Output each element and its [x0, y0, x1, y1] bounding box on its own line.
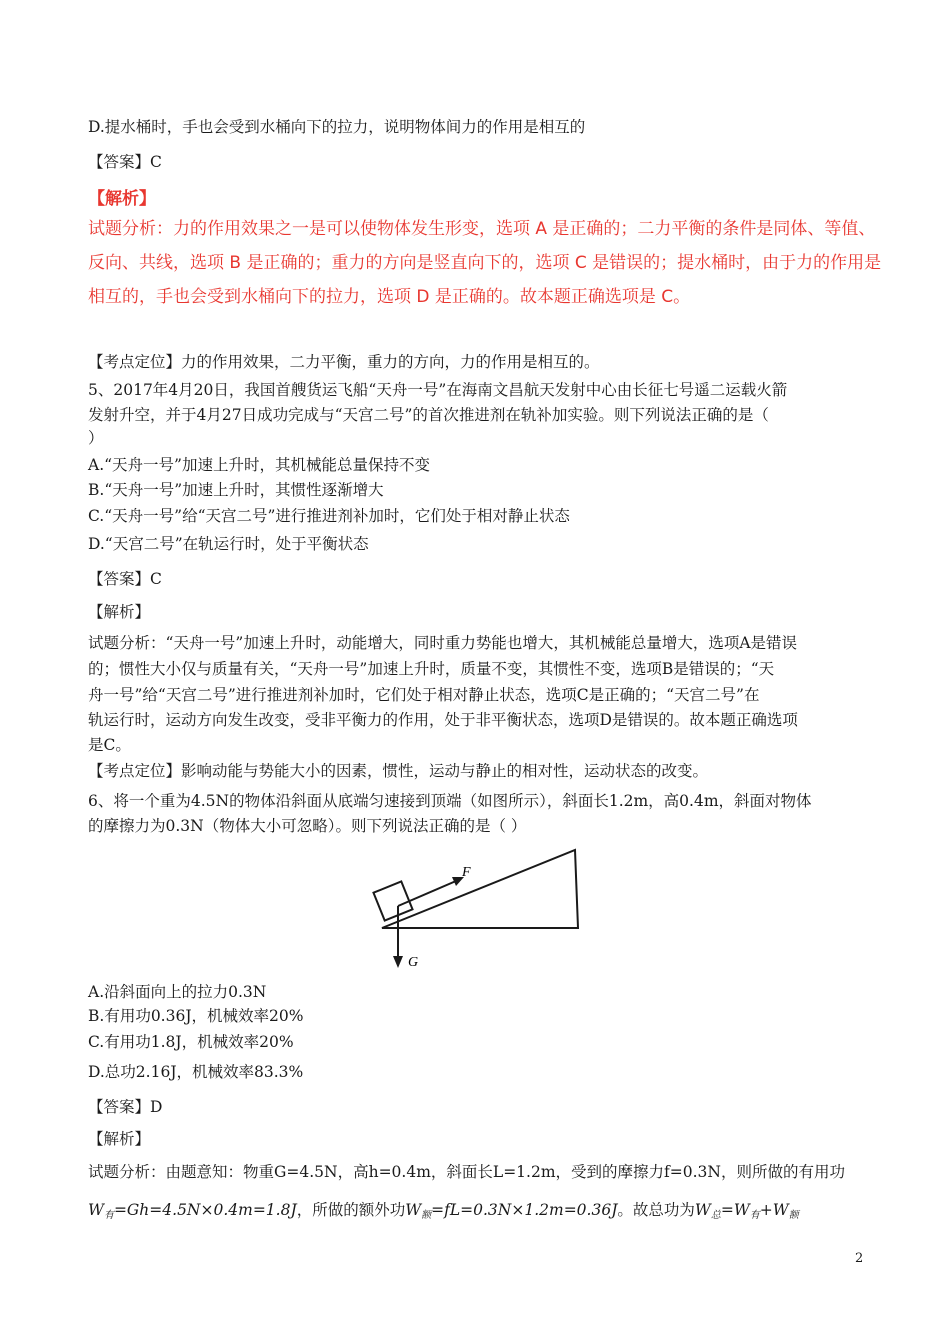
formula-line: $W_有=Gh=4.5N\times 0.4m=1.8J$，所做的额外功$W_额=fL=0.3N\times 1.2m=0.36J$。故总功为$W_总=W_有+W_额$ [88, 1201, 799, 1221]
gravity-label: G [408, 955, 419, 970]
analysis-line: 试题分析：由题意知：物重G=4.5N，高h=0.4m，斜面长L=1.2m，受到的摩擦力f=0.3N，则所做的有用功 [88, 1163, 845, 1181]
incline-plane [382, 850, 578, 928]
option-d: D.“天宫二号”在轨运行时，处于平衡状态 [88, 535, 369, 553]
question-stem: ） [88, 429, 104, 447]
answer: 【答案】C [88, 570, 162, 588]
analysis-line: 是C。 [88, 736, 131, 754]
option-d: D.总功2.16J，机械效率83.3% [88, 1063, 304, 1081]
analysis-title: 【解析】 [88, 1130, 151, 1148]
gravity-arrowhead [393, 956, 403, 968]
incline-figure [368, 846, 588, 978]
analysis-line: 舟一号”给“天宫二号”进行推进剂补加时，它们处于相对静止状态，选项C是正确的；“天宫二号”在 [88, 686, 760, 704]
analysis-line: 相互的，手也会受到水桶向下的拉力，选项 D 是正确的。故本题正确选项是 C。 [88, 287, 691, 307]
question-stem: 5、2017年4月20日，我国首艘货运飞船“天舟一号”在海南文昌航天发射中心由长征七号遥二运载火箭 [88, 381, 788, 399]
option-a: A.“天舟一号”加速上升时，其机械能总量保持不变 [88, 456, 430, 474]
question-stem: 6、将一个重为4.5N的物体沿斜面从底端匀速接到顶端（如图所示），斜面长1.2m，高0.4m，斜面对物体 [88, 792, 812, 810]
block [373, 881, 412, 920]
key-point: 【考点定位】影响动能与势能大小的因素，惯性，运动与静止的相对性，运动状态的改变。 [88, 762, 709, 780]
option-b: B.有用功0.36J，机械效率20% [88, 1007, 304, 1025]
analysis-title: 【解析】 [88, 603, 151, 621]
analysis-line: 试题分析：力的作用效果之一是可以使物体发生形变，选项 A 是正确的；二力平衡的条件是同体、等值、 [88, 219, 876, 239]
analysis-title: 【解析】 [88, 189, 156, 209]
option-b: B.“天舟一号”加速上升时，其惯性逐渐增大 [88, 481, 384, 499]
analysis-line: 反向、共线，选项 B 是正确的；重力的方向是竖直向下的，选项 C 是错误的；提水桶时，由于力的作用是 [88, 253, 882, 273]
option-a: A.沿斜面向上的拉力0.3N [88, 983, 267, 1001]
question-stem: 的摩擦力为0.3N（物体大小可忽略）。则下列说法正确的是（ ） [88, 817, 527, 835]
page-number: 2 [855, 1251, 864, 1266]
answer: 【答案】C [88, 153, 162, 171]
force-label: F [462, 865, 471, 880]
question-stem: 发射升空，并于4月27日成功完成与“天宫二号”的首次推进剂在轨补加实验。则下列说法正确的是（ [88, 406, 769, 424]
option-d: D.提水桶时，手也会受到水桶向下的拉力，说明物体间力的作用是相互的 [88, 118, 586, 136]
answer: 【答案】D [88, 1098, 163, 1116]
analysis-line: 的；惯性大小仅与质量有关，“天舟一号”加速上升时，质量不变，其惯性不变，选项B是错误的；“天 [88, 660, 775, 678]
analysis-line: 试题分析：“天舟一号”加速上升时，动能增大，同时重力势能也增大，其机械能总量增大，选项A是错误 [88, 634, 798, 652]
key-point: 【考点定位】力的作用效果，二力平衡，重力的方向，力的作用是相互的。 [88, 353, 600, 371]
option-c: C.有用功1.8J，机械效率20% [88, 1033, 294, 1051]
option-c: C.“天舟一号”给“天宫二号”进行推进剂补加时，它们处于相对静止状态 [88, 507, 570, 525]
analysis-line: 轨运行时，运动方向发生改变，受非平衡力的作用，处于非平衡状态，选项D是错误的。故本题正确选项 [88, 711, 798, 729]
